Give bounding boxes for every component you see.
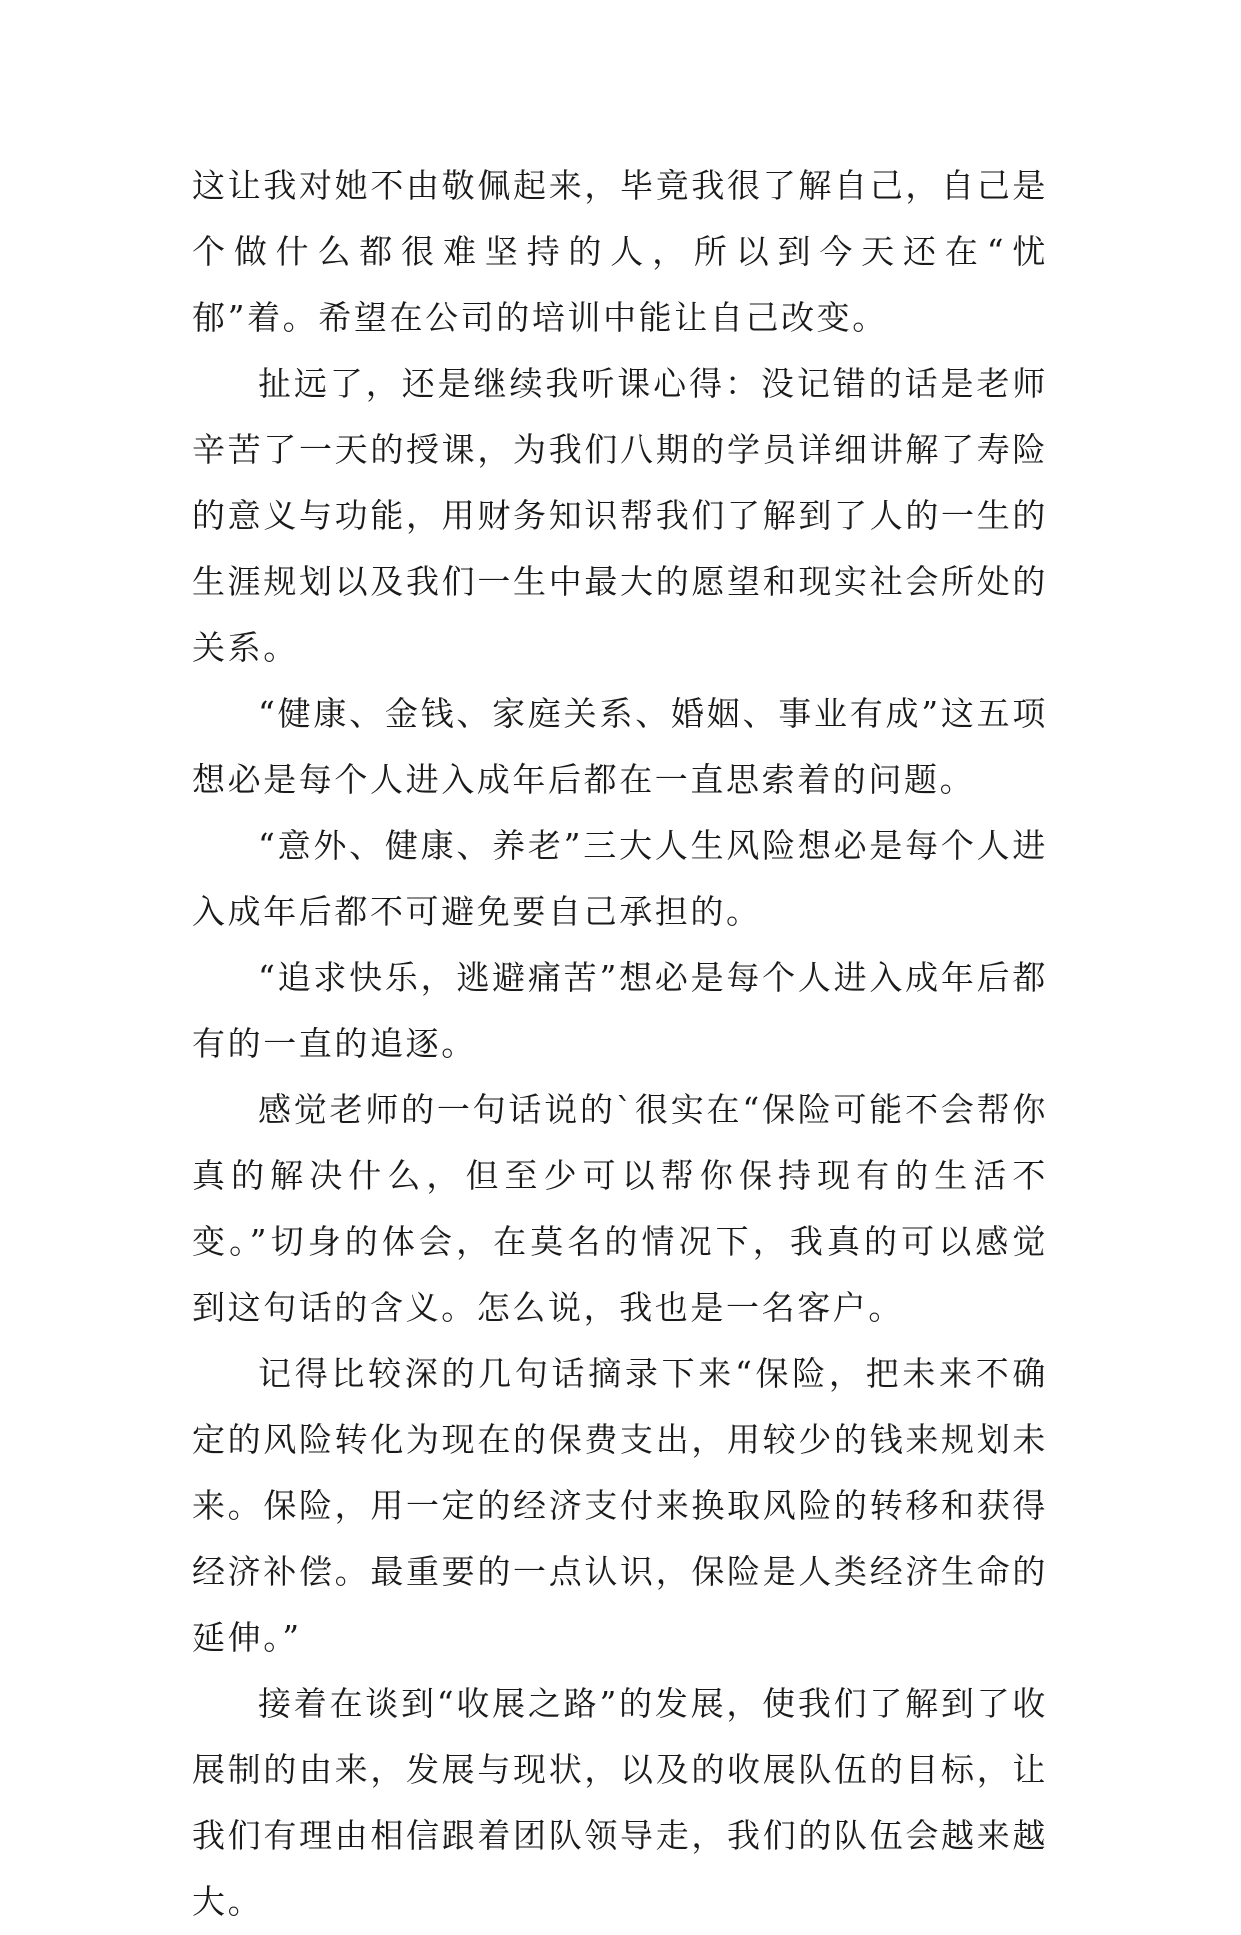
document-body (192, 153, 1048, 1935)
paragraph-1: 这让我对她不由敬佩起来，毕竟我很了解自己，自己是个做什么都很难坚持的人，所以到今天还在“忧郁”着。希望在公司的培训中能让自己改变。 (192, 166, 1048, 337)
paragraph-8: 接着在谈到“收展之路”的发展，使我们了解到了收展制的由来，发展与现状，以及的收展队伍的目标，让我们有理由相信跟着团队领导走，我们的队伍会越来越大。 (192, 1684, 1048, 1921)
paragraph-4: “意外、健康、养老”三大人生风险想必是每个人进入成年后都不可避免要自己承担的。 (192, 826, 1048, 931)
paragraph-5: “追求快乐，逃避痛苦”想必是每个人进入成年后都有的一直的追逐。 (192, 958, 1048, 1063)
paragraph-3: “健康、金钱、家庭关系、婚姻、事业有成”这五项想必是每个人进入成年后都在一直思索着的问题。 (192, 694, 1048, 799)
paragraph-6: 感觉老师的一句话说的`很实在“保险可能不会帮你真的解决什么，但至少可以帮你保持现有的生活不变。”切身的体会，在莫名的情况下，我真的可以感觉到这句话的含义。怎么说，我也是一名客户。 (192, 1090, 1048, 1327)
paragraph-2: 扯远了，还是继续我听课心得：没记错的话是老师辛苦了一天的授课，为我们八期的学员详细讲解了寿险的意义与功能，用财务知识帮我们了解到了人的一生的生涯规划以及我们一生中最大的愿望和现实社会所处的关系。 (192, 364, 1048, 667)
paragraph-7: 记得比较深的几句话摘录下来“保险，把未来不确定的风险转化为现在的保费支出，用较少的钱来规划未来。保险，用一定的经济支付来换取风险的转移和获得经济补偿。最重要的一点认识，保险是人类经济生命的延伸。” (192, 1354, 1048, 1657)
